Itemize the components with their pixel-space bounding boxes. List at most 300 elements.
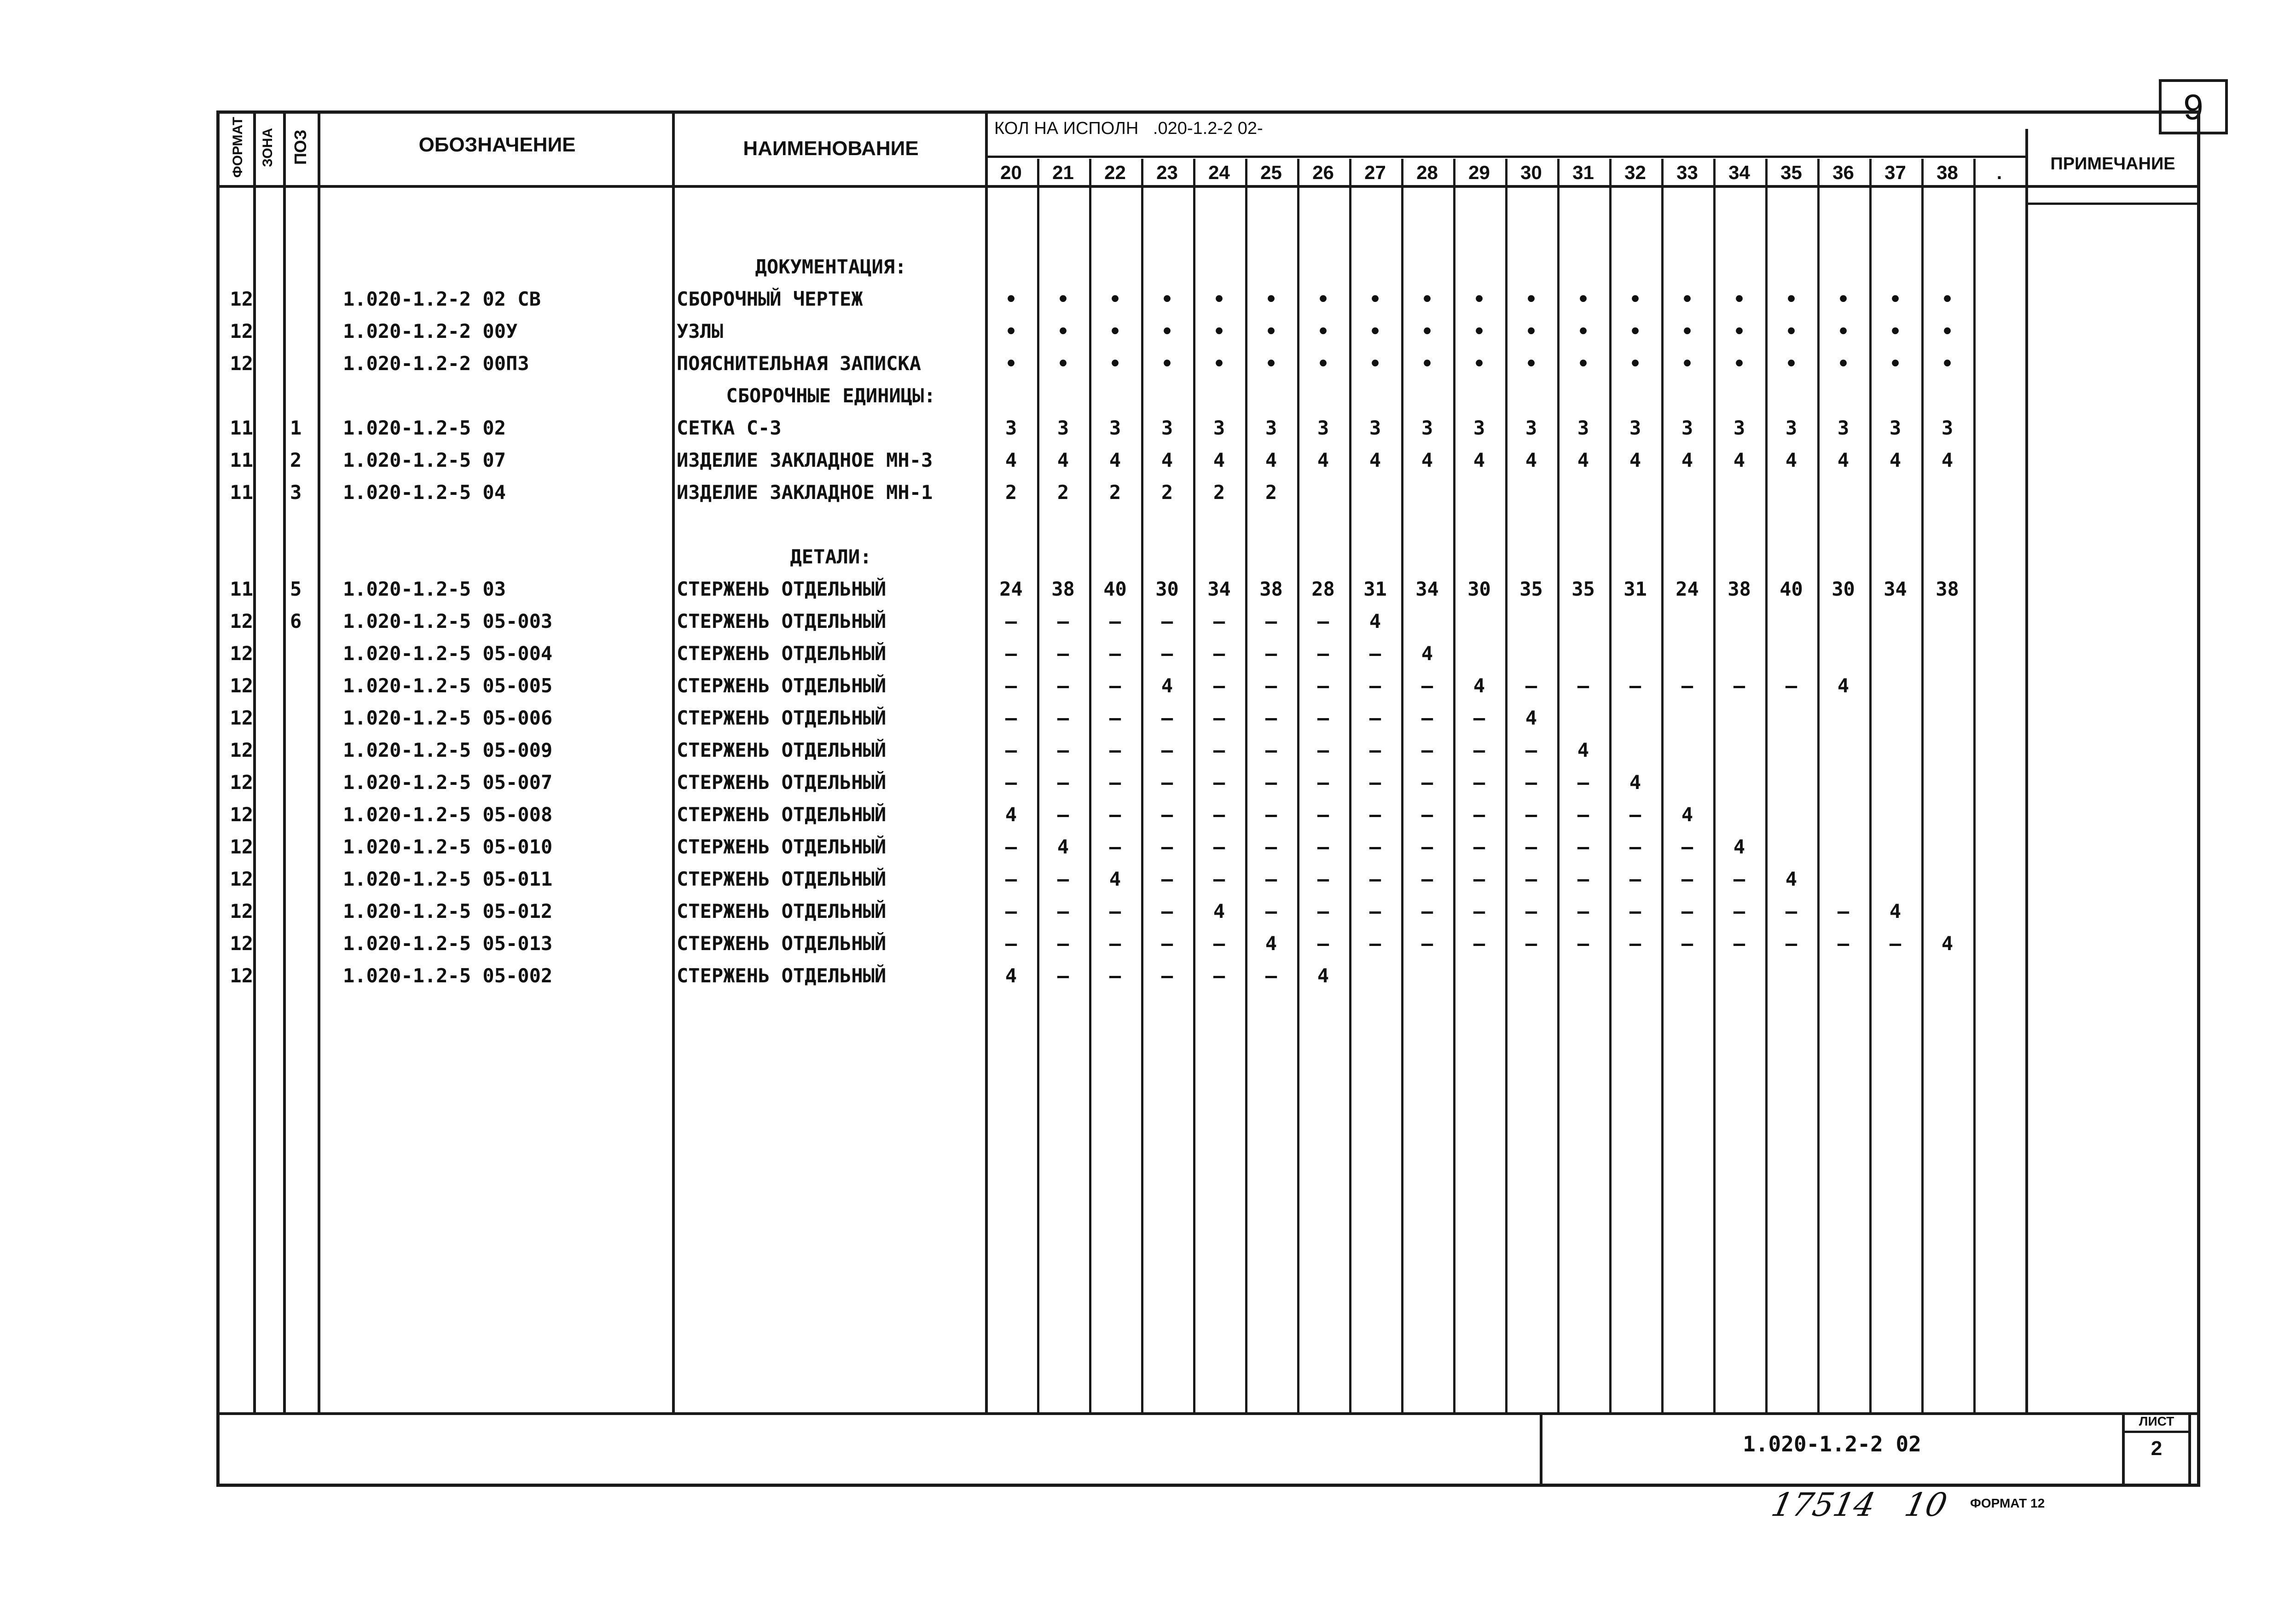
qty-cell: – [1057, 932, 1069, 955]
table-row [0, 476, 2296, 509]
qty-cell: 35 [1571, 578, 1595, 600]
qty-cell: – [1421, 932, 1433, 955]
qty-cell [1869, 799, 1921, 831]
qty-cell: – [1057, 610, 1069, 632]
qty-cell: – [1057, 739, 1069, 761]
qty-cell: • [1785, 288, 1797, 310]
qty-cell [1609, 960, 1661, 992]
qty-cell: – [1369, 868, 1381, 890]
qty-cell: – [1109, 739, 1121, 761]
table-row [0, 605, 2296, 638]
qty-cell: – [1525, 932, 1537, 955]
qty-cell: 2 [1161, 481, 1173, 504]
qty-cell: – [1681, 835, 1693, 858]
qty-cell: 4 [1733, 449, 1745, 471]
name-cell: СТЕРЖЕНЬ ОТДЕЛЬНЫЙ [677, 771, 887, 794]
qty-cell: 3 [1681, 417, 1693, 439]
qty-cell: – [1577, 803, 1589, 826]
qty-cell: • [1681, 288, 1693, 310]
qty-cell: – [1889, 932, 1902, 955]
qty-cell: – [1213, 932, 1225, 955]
pos-cell [290, 766, 315, 799]
qty-cell [1817, 734, 1869, 766]
qty-cell: 4 [1837, 449, 1850, 471]
qty-cell: – [1629, 674, 1641, 697]
qty-cell [1869, 960, 1921, 992]
table-row [0, 863, 2296, 895]
qty-cell [1713, 476, 1765, 509]
format-cell: 12 [230, 803, 253, 826]
qty-cell [1713, 766, 1765, 799]
qty-cell: – [1785, 932, 1797, 955]
handwritten-number: 17514 10 [1768, 1486, 1951, 1524]
header-pos: ПОЗ [291, 129, 310, 165]
variant-header: 28 [1416, 162, 1438, 183]
qty-cell: – [1317, 707, 1329, 729]
qty-cell: – [1681, 674, 1693, 697]
designation-cell: 1.020-1.2-2 02 СВ [343, 288, 541, 310]
qty-cell [1661, 638, 1713, 670]
qty-cell: – [1213, 868, 1225, 890]
format-cell: 12 [230, 352, 253, 375]
format-cell: 12 [230, 707, 253, 729]
qty-cell: – [1005, 900, 1017, 922]
qty-cell: – [1681, 932, 1693, 955]
qty-cell: • [1161, 352, 1173, 375]
designation-cell: 1.020-1.2-5 05-002 [343, 964, 553, 987]
qty-cell: – [1213, 674, 1225, 697]
qty-cell: • [1421, 320, 1433, 342]
qty-cell: 4 [1057, 449, 1069, 471]
pos-cell: 3 [290, 481, 302, 504]
qty-cell: 3 [1941, 417, 1954, 439]
variant-header: 34 [1728, 162, 1750, 183]
qty-cell [1713, 734, 1765, 766]
qty-cell: – [1265, 835, 1277, 858]
qty-cell: – [1213, 771, 1225, 794]
qty-cell: • [1785, 352, 1797, 375]
designation-cell: 1.020-1.2-5 05-007 [343, 771, 553, 794]
qty-cell: – [1265, 771, 1277, 794]
header-designation: ОБОЗНАЧЕНИЕ [418, 133, 576, 156]
qty-cell: • [1733, 320, 1745, 342]
qty-cell [1505, 476, 1557, 509]
qty-cell: 3 [1837, 417, 1850, 439]
qty-cell: – [1213, 642, 1225, 665]
qty-cell: – [1681, 868, 1693, 890]
qty-cell: 38 [1259, 578, 1283, 600]
qty-cell: • [1733, 352, 1745, 375]
qty-cell: 3 [1525, 417, 1537, 439]
qty-cell: – [1265, 900, 1277, 922]
variant-header: . [1996, 162, 2002, 183]
qty-cell: 4 [1161, 674, 1173, 697]
qty-cell: – [1057, 900, 1069, 922]
qty-cell [1765, 605, 1817, 638]
header-format: ФОРМАТ [230, 116, 245, 178]
qty-cell [1921, 831, 1973, 863]
qty-cell: 4 [1837, 674, 1850, 697]
qty-cell: – [1473, 771, 1485, 794]
name-cell: СТЕРЖЕНЬ ОТДЕЛЬНЫЙ [677, 674, 887, 697]
designation-cell: 1.020-1.2-2 00У [343, 320, 518, 342]
qty-cell: • [1629, 320, 1641, 342]
qty-cell: 4 [1889, 900, 1902, 922]
name-cell: СТЕРЖЕНЬ ОТДЕЛЬНЫЙ [677, 803, 887, 826]
qty-cell: – [1265, 642, 1277, 665]
qty-cell: 4 [1057, 835, 1069, 858]
name-cell: ИЗДЕЛИЕ ЗАКЛАДНОЕ МН-1 [677, 481, 933, 504]
qty-cell: – [1525, 674, 1537, 697]
qty-cell: • [1941, 288, 1954, 310]
qty-cell: 30 [1832, 578, 1855, 600]
qty-cell: 38 [1936, 578, 1959, 600]
qty-cell: – [1161, 707, 1173, 729]
section-title: ДЕТАЛИ: [790, 545, 872, 568]
qty-cell [1921, 702, 1973, 734]
qty-cell: – [1733, 900, 1745, 922]
qty-cell: 24 [1676, 578, 1699, 600]
variant-header: 21 [1052, 162, 1074, 183]
qty-cell: – [1629, 835, 1641, 858]
qty-cell [1557, 702, 1609, 734]
qty-cell [1713, 638, 1765, 670]
header-name: НАИМЕНОВАНИЕ [743, 137, 919, 160]
table-row [0, 283, 2296, 315]
qty-cell: – [1317, 835, 1329, 858]
qty-cell [1921, 960, 1973, 992]
qty-cell: 4 [1161, 449, 1173, 471]
qty-cell: – [1265, 739, 1277, 761]
sheet-number: 2 [2151, 1437, 2163, 1460]
pos-cell [290, 315, 315, 348]
qty-cell: 4 [1941, 932, 1954, 955]
qty-cell: 4 [1889, 449, 1902, 471]
format-cell: 12 [230, 771, 253, 794]
qty-cell: 4 [1525, 449, 1537, 471]
note-header-rule [2025, 203, 2200, 205]
qty-cell: – [1317, 739, 1329, 761]
qty-cell [1921, 799, 1973, 831]
pos-cell [290, 638, 315, 670]
qty-cell: • [1681, 320, 1693, 342]
qty-cell: 4 [1577, 739, 1589, 761]
designation-cell: 1.020-1.2-5 05-005 [343, 674, 553, 697]
variant-header: 36 [1832, 162, 1854, 183]
qty-cell [1505, 960, 1557, 992]
qty-cell: 3 [1577, 417, 1589, 439]
corner-number: 9 [2183, 87, 2203, 127]
qty-cell: 4 [1941, 449, 1954, 471]
qty-cell: – [1421, 900, 1433, 922]
qty-cell [1713, 605, 1765, 638]
qty-cell: – [1109, 771, 1121, 794]
qty-cell [1765, 960, 1817, 992]
qty-cell: 31 [1623, 578, 1647, 600]
qty-cell: – [1473, 803, 1485, 826]
qty-cell: 4 [1265, 932, 1277, 955]
designation-cell: 1.020-1.2-5 05-006 [343, 707, 553, 729]
qty-cell: 35 [1519, 578, 1543, 600]
format-cell: 12 [230, 868, 253, 890]
qty-cell: – [1525, 739, 1537, 761]
table-row [0, 348, 2296, 380]
qty-cell [1765, 476, 1817, 509]
qty-cell: – [1629, 868, 1641, 890]
qty-cell: – [1057, 868, 1069, 890]
qty-cell [1661, 766, 1713, 799]
qty-cell: – [1213, 739, 1225, 761]
qty-cell: – [1109, 707, 1121, 729]
qty-cell: • [1057, 320, 1069, 342]
qty-cell: 4 [1005, 803, 1017, 826]
qty-cell: 3 [1421, 417, 1433, 439]
pos-cell [290, 670, 315, 702]
qty-cell [1921, 670, 1973, 702]
pos-cell: 5 [290, 578, 302, 600]
qty-cell: 3 [1473, 417, 1485, 439]
pos-cell [290, 734, 315, 766]
table-row [0, 766, 2296, 799]
qty-cell [1661, 960, 1713, 992]
table-row [0, 960, 2296, 992]
qty-cell: 4 [1265, 449, 1277, 471]
qty-cell [1505, 605, 1557, 638]
pos-cell [290, 702, 315, 734]
qty-cell [1713, 799, 1765, 831]
qty-cell [1817, 831, 1869, 863]
qty-cell [1557, 476, 1609, 509]
qty-cell: – [1265, 803, 1277, 826]
qty-cell: – [1109, 835, 1121, 858]
format-cell: 12 [230, 964, 253, 987]
qty-cell [1713, 702, 1765, 734]
qty-cell: 3 [1005, 417, 1017, 439]
qty-cell: 3 [1161, 417, 1173, 439]
qty-cell: 4 [1005, 449, 1017, 471]
qty-cell: 2 [1265, 481, 1277, 504]
qty-cell: • [1785, 320, 1797, 342]
qty-cell: – [1161, 932, 1173, 955]
variant-header: 24 [1208, 162, 1230, 183]
name-cell: СТЕРЖЕНЬ ОТДЕЛЬНЫЙ [677, 964, 887, 987]
qty-cell: – [1577, 932, 1589, 955]
qty-cell [1609, 605, 1661, 638]
qty-cell [1401, 960, 1453, 992]
qty-cell [1505, 638, 1557, 670]
variant-header: 37 [1884, 162, 1906, 183]
table-row [0, 831, 2296, 863]
qty-cell: – [1369, 771, 1381, 794]
qty-cell: 4 [1473, 449, 1485, 471]
qty-cell: 2 [1109, 481, 1121, 504]
qty-cell [1713, 960, 1765, 992]
table-row [0, 702, 2296, 734]
designation-cell: 1.020-1.2-5 05-010 [343, 835, 553, 858]
qty-cell: • [1889, 320, 1902, 342]
header-zone: ЗОНА [260, 128, 275, 167]
qty-subheader-rule [985, 156, 2025, 158]
variant-header: 38 [1937, 162, 1958, 183]
name-cell: СТЕРЖЕНЬ ОТДЕЛЬНЫЙ [677, 610, 887, 632]
qty-cell: 4 [1109, 449, 1121, 471]
qty-cell: – [1005, 674, 1017, 697]
qty-cell [1869, 476, 1921, 509]
qty-cell: – [1317, 803, 1329, 826]
qty-cell: – [1421, 868, 1433, 890]
qty-cell: • [1161, 288, 1173, 310]
qty-cell [1817, 476, 1869, 509]
pos-cell [290, 928, 315, 960]
qty-cell [1817, 638, 1869, 670]
qty-cell: – [1317, 642, 1329, 665]
name-cell: ПОЯСНИТЕЛЬНАЯ ЗАПИСКА [677, 352, 922, 375]
qty-cell: – [1161, 771, 1173, 794]
qty-cell [1609, 638, 1661, 670]
qty-cell [1869, 734, 1921, 766]
qty-cell [1661, 734, 1713, 766]
qty-cell: • [1369, 320, 1381, 342]
table-row [0, 573, 2296, 605]
qty-cell [1921, 638, 1973, 670]
qty-cell: – [1161, 739, 1173, 761]
format-cell: 12 [230, 610, 253, 632]
qty-cell: – [1161, 803, 1173, 826]
qty-cell: – [1525, 868, 1537, 890]
qty-cell: – [1525, 835, 1537, 858]
format-cell: 12 [230, 835, 253, 858]
qty-cell: 2 [1005, 481, 1017, 504]
name-cell: СТЕРЖЕНЬ ОТДЕЛЬНЫЙ [677, 868, 887, 890]
qty-cell: • [1369, 288, 1381, 310]
variant-header: 23 [1156, 162, 1178, 183]
qty-cell: – [1161, 964, 1173, 987]
qty-cell: • [1213, 288, 1225, 310]
qty-cell: • [1265, 352, 1277, 375]
qty-cell [1349, 476, 1401, 509]
designation-cell: 1.020-1.2-5 05-004 [343, 642, 553, 665]
qty-cell: – [1005, 739, 1017, 761]
qty-cell: • [1941, 352, 1954, 375]
qty-cell: – [1421, 674, 1433, 697]
name-cell: СТЕРЖЕНЬ ОТДЕЛЬНЫЙ [677, 707, 887, 729]
qty-cell: • [1057, 352, 1069, 375]
qty-cell: 3 [1109, 417, 1121, 439]
qty-cell [1869, 605, 1921, 638]
qty-cell: 4 [1213, 900, 1225, 922]
designation-cell: 1.020-1.2-5 05-008 [343, 803, 553, 826]
qty-cell: – [1421, 707, 1433, 729]
designation-cell: 1.020-1.2-5 05-012 [343, 900, 553, 922]
qty-cell [1557, 638, 1609, 670]
qty-cell: 28 [1311, 578, 1335, 600]
qty-cell: – [1109, 674, 1121, 697]
qty-cell: – [1785, 674, 1797, 697]
qty-cell: – [1109, 964, 1121, 987]
designation-cell: 1.020-1.2-5 04 [343, 481, 506, 504]
qty-cell: – [1577, 900, 1589, 922]
pos-cell [290, 283, 315, 315]
qty-cell: – [1733, 932, 1745, 955]
qty-cell: – [1005, 835, 1017, 858]
qty-cell: – [1317, 868, 1329, 890]
pos-cell [290, 895, 315, 928]
qty-cell: 3 [1889, 417, 1902, 439]
qty-cell: – [1265, 868, 1277, 890]
name-cell: СТЕРЖЕНЬ ОТДЕЛЬНЫЙ [677, 835, 887, 858]
qty-cell: – [1369, 707, 1381, 729]
format-cell: 12 [230, 932, 253, 955]
name-cell: СТЕРЖЕНЬ ОТДЕЛЬНЫЙ [677, 932, 887, 955]
table-row [0, 670, 2296, 702]
qty-cell: – [1265, 707, 1277, 729]
qty-cell [1869, 702, 1921, 734]
designation-cell: 1.020-1.2-5 05-003 [343, 610, 553, 632]
designation-cell: 1.020-1.2-5 02 [343, 417, 506, 439]
qty-cell [1921, 895, 1973, 928]
qty-cell: – [1057, 771, 1069, 794]
qty-cell [1609, 734, 1661, 766]
qty-cell: – [1421, 739, 1433, 761]
qty-cell: – [1473, 707, 1485, 729]
qty-cell: • [1577, 320, 1589, 342]
qty-cell: 4 [1629, 449, 1641, 471]
qty-cell [1453, 476, 1505, 509]
qty-cell: – [1057, 803, 1069, 826]
variant-header: 33 [1676, 162, 1698, 183]
qty-cell: 4 [1421, 642, 1433, 665]
qty-cell: – [1369, 674, 1381, 697]
qty-cell: 4 [1629, 771, 1641, 794]
qty-cell: 4 [1369, 449, 1381, 471]
format-cell: 12 [230, 739, 253, 761]
pos-cell [290, 960, 315, 992]
qty-cell: 38 [1051, 578, 1075, 600]
pos-cell [290, 799, 315, 831]
sheet-label: ЛИСТ [2139, 1414, 2174, 1428]
qty-cell: • [1941, 320, 1954, 342]
qty-cell: – [1317, 932, 1329, 955]
qty-cell [1817, 863, 1869, 895]
qty-cell: 4 [1317, 964, 1329, 987]
table-row [0, 315, 2296, 348]
qty-cell: 34 [1884, 578, 1907, 600]
name-cell: СБОРОЧНЫЙ ЧЕРТЕЖ [677, 288, 863, 310]
qty-cell [1817, 960, 1869, 992]
qty-cell: 4 [1577, 449, 1589, 471]
qty-cell: • [1005, 320, 1017, 342]
qty-cell: • [1577, 288, 1589, 310]
qty-cell: • [1317, 288, 1329, 310]
format-cell: 12 [230, 320, 253, 342]
qty-cell: – [1005, 707, 1017, 729]
qty-cell: • [1421, 352, 1433, 375]
designation-cell: 1.020-1.2-2 00ПЗ [343, 352, 529, 375]
qty-cell [1661, 476, 1713, 509]
qty-cell [1557, 960, 1609, 992]
qty-cell: 4 [1317, 449, 1329, 471]
qty-cell: 4 [1733, 835, 1745, 858]
qty-cell: 34 [1415, 578, 1439, 600]
qty-cell [1869, 638, 1921, 670]
qty-cell: 3 [1213, 417, 1225, 439]
format-cell: 12 [230, 900, 253, 922]
designation-cell: 1.020-1.2-5 03 [343, 578, 506, 600]
qty-cell: – [1369, 932, 1381, 955]
qty-cell: • [1733, 288, 1745, 310]
qty-cell: 4 [1421, 449, 1433, 471]
qty-cell: 40 [1103, 578, 1127, 600]
